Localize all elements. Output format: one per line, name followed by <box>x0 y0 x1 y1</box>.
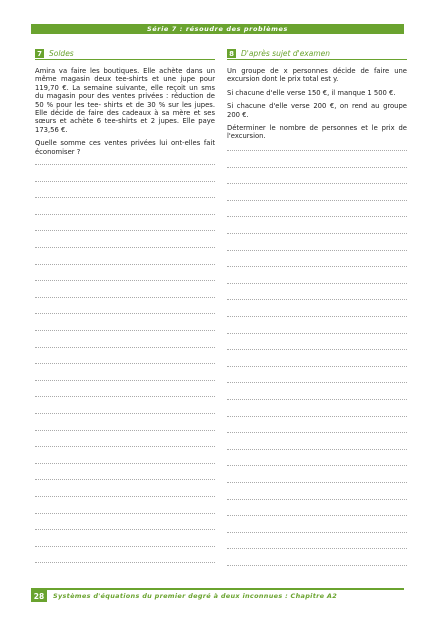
exercise-text <box>227 67 407 141</box>
exercise-paragraph: Amira va faire les boutiques. Elle achète dans un même magasin deux tee-shirts et une jupe pour 119,70 €. La semaine suivante, elle reçoit un sms du magasin pour des ventes privées : réduction de 50 % pour les tee- shirts et de 30 % sur les jupes. Elle décide de faire des cadeaux à sa mère et ses sœurs et achète 6 tee-shirts et 2 jupes. Elle paye 173,56 €. <box>35 67 215 134</box>
exercise-title: Soldes <box>49 49 74 58</box>
exercise-7 <box>35 48 215 161</box>
answer-line <box>227 316 407 317</box>
answer-line <box>35 529 215 530</box>
answer-line <box>35 297 215 298</box>
exercise-question: Déterminer le nombre de personnes et le prix de l'excursion. <box>227 124 407 141</box>
answer-line <box>35 479 215 480</box>
answer-line <box>35 247 215 248</box>
answer-line <box>227 565 407 566</box>
exercise-8 <box>227 48 407 146</box>
answer-line <box>227 349 407 350</box>
exercise-number: 8 <box>227 49 236 58</box>
answer-line <box>35 546 215 547</box>
answer-line <box>35 330 215 331</box>
answer-line <box>35 214 215 215</box>
answer-line <box>35 446 215 447</box>
answer-line <box>227 465 407 466</box>
answer-line <box>227 382 407 383</box>
answer-line <box>35 280 215 281</box>
answer-line <box>35 562 215 563</box>
answer-line <box>35 430 215 431</box>
answer-line <box>35 363 215 364</box>
answer-line <box>227 183 407 184</box>
exercise-8-header <box>227 48 407 60</box>
answer-line <box>227 499 407 500</box>
answer-line <box>227 299 407 300</box>
page-footer <box>31 588 404 602</box>
exercise-question: Quelle somme ces ventes privées lui ont-elles fait économiser ? <box>35 139 215 156</box>
exercise-paragraph: Si chacune d'elle verse 150 €, il manque 1 500 €. <box>227 88 396 97</box>
series-title: Série 7 : résoudre des problèmes <box>146 25 288 33</box>
answer-line <box>35 264 215 265</box>
exercise-number: 7 <box>35 49 44 58</box>
answer-line <box>227 200 407 201</box>
answer-line <box>35 347 215 348</box>
answer-line <box>227 216 407 217</box>
answer-line <box>35 463 215 464</box>
answer-line <box>227 449 407 450</box>
answer-line <box>227 432 407 433</box>
answer-line <box>227 416 407 417</box>
exercise-text <box>35 67 215 156</box>
exercise-paragraph: Si chacune d'elle verse 200 €, on rend au groupe 200 €. <box>227 102 407 119</box>
answer-line <box>227 482 407 483</box>
answer-line <box>35 396 215 397</box>
answer-line <box>35 413 215 414</box>
answer-line <box>35 313 215 314</box>
answer-line <box>35 496 215 497</box>
answer-line <box>35 181 215 182</box>
answer-line <box>35 230 215 231</box>
answer-line <box>227 333 407 334</box>
answer-line <box>35 380 215 381</box>
answer-line <box>227 283 407 284</box>
answer-line <box>227 150 407 151</box>
page-number: 28 <box>31 590 47 602</box>
answer-line <box>35 197 215 198</box>
answer-line <box>227 250 407 251</box>
answer-line <box>227 366 407 367</box>
exercise-title: D'après sujet d'examen <box>241 49 331 58</box>
series-header <box>31 24 404 34</box>
answer-line <box>227 266 407 267</box>
answer-line <box>35 164 215 165</box>
exercise-7-header <box>35 48 215 60</box>
chapter-title: Systèmes d'équations du premier degré à deux inconnues : Chapitre A2 <box>53 592 338 600</box>
answer-line <box>227 532 407 533</box>
exercise-paragraph: Un groupe de x personnes décide de faire une excursion dont le prix total est y. <box>227 67 407 84</box>
answer-line <box>227 515 407 516</box>
answer-line <box>227 233 407 234</box>
answer-line <box>227 399 407 400</box>
answer-line <box>227 167 407 168</box>
answer-line <box>227 548 407 549</box>
answer-line <box>35 513 215 514</box>
